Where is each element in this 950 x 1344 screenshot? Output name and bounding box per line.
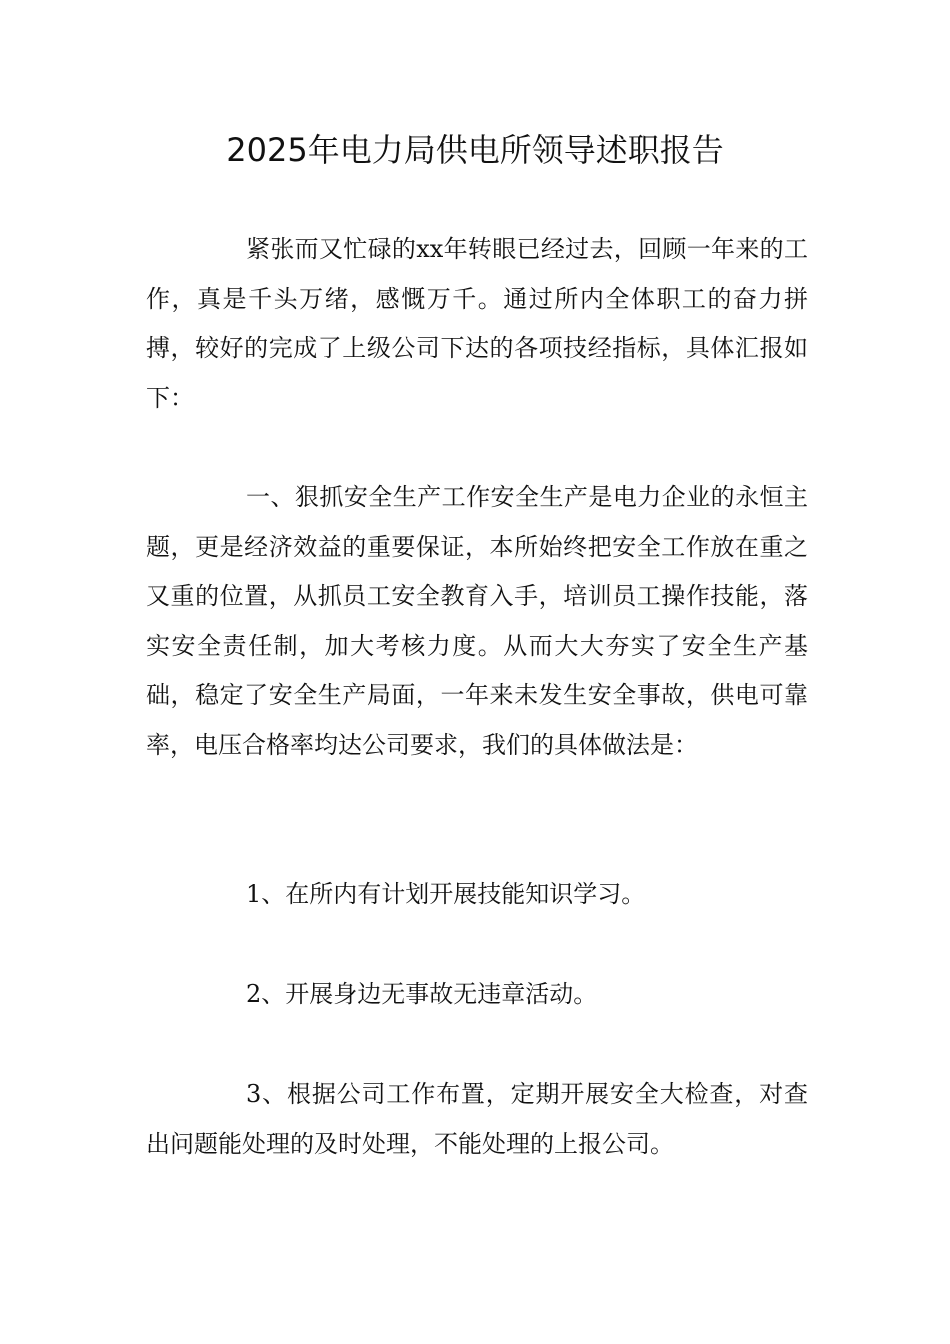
paragraph-item-1: 1、在所内有计划开展技能知识学习。 — [246, 880, 646, 908]
paragraph-item-3: 3、根据公司工作布置，定期开展安全大检查，对查出问题能处理的及时处理，不能处理的上报公司。 — [146, 1080, 808, 1158]
document-title: 2025年电力局供电所领导述职报告 — [226, 131, 724, 169]
paragraph-safety-production: 一、狠抓安全生产工作安全生产是电力企业的永恒主题，更是经济效益的重要保证，本所始终把安全工作放在重之又重的位置，从抓员工安全教育入手，培训员工操作技能，落实安全责任制，加大考核力度。从而大大夯实了安全生产基础，稳定了安全生产局面，一年来未发生安全事故，供电可靠率，电压合格率均达公司要求，我们的具体做法是： — [146, 483, 808, 759]
paragraph-item-2: 2、开展身边无事故无违章活动。 — [246, 980, 598, 1008]
paragraph-intro: 紧张而又忙碌的xx年转眼已经过去，回顾一年来的工作，真是千头万绪，感慨万千。通过所内全体职工的奋力拼搏，较好的完成了上级公司下达的各项技经指标，具体汇报如下： — [146, 235, 808, 412]
